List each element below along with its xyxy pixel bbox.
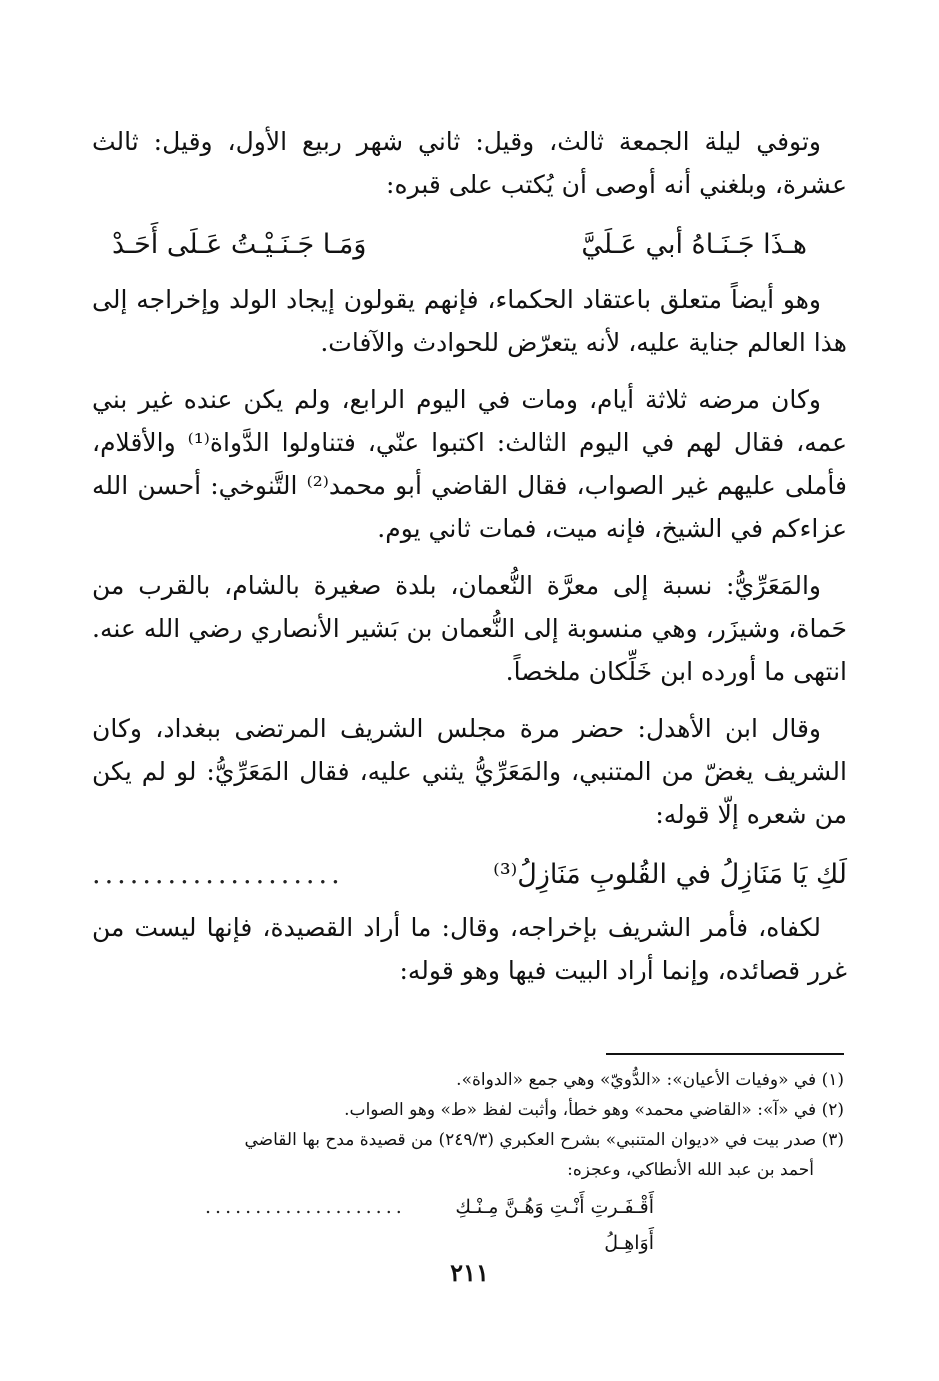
paragraph-illness: وكان مرضه ثلاثة أيام، ومات في اليوم الرابع، ولم يكن عنده غير بني عمه، فقال لهم في اليوم الثالث: اكتبوا عنّي، فتناولوا الدَّواة⁽¹⁾ والأقلام، فأملى عليهم غير الصواب، فقال القاضي أبو محمد⁽²⁾ التَّنوخي: أحسن الله عزاءكم في الشيخ، فإنه ميت، فمات ثاني يوم. — [92, 385, 848, 543]
page-number: ٢١١ — [450, 1258, 489, 1287]
footnote-verse — [95, 1189, 844, 1261]
footnote-2: (٢) في «آ»: «القاضي محمد» وهو خطأ، وأثبت لفظ «ط» وهو الصواب. — [344, 1100, 844, 1120]
verse-epitaph — [92, 220, 847, 270]
paragraph-death-date: وتوفي ليلة الجمعة ثالث، وقيل: ثاني شهر ربيع الأول، وقيل: ثالث عشرة، وبلغني أنه أوصى أن يُكتب على قبره: — [92, 127, 847, 199]
footnote-verse-text: أَقْـفَـرتِ أَنْـتِ وَهُـنَّ مِـنْـكِ أَوَاهِـلُ — [455, 1196, 654, 1254]
verse-first-hemistich: لَكِ يَا مَنَازِلُ في القُلوبِ مَنَازِلُ⁽³⁾ — [493, 859, 847, 890]
footnote-separator — [606, 1053, 844, 1055]
footnote-verse-ellipsis: .................... — [205, 1196, 406, 1218]
footnote-1: (١) في «وفيات الأعيان»: «الدُّويّ» وهي جمع «الدواة». — [456, 1070, 844, 1090]
footnote-3-line-1: (٣) صدر بيت في «ديوان المتنبي» بشرح العكبري (٢٤٩/٣) من قصيدة مدح بها القاضي — [244, 1130, 844, 1150]
footnote-3-line-2: أحمد بن عبد الله الأنطاكي، وعجزه: — [567, 1160, 814, 1180]
verse-ellipsis: .................... — [92, 859, 344, 890]
verse-first-hemistich: هـذَا جَـنَـاهُ أبي عَـلَيَّ — [581, 229, 807, 260]
paragraph-philosophy: وهو أيضاً متعلق باعتقاد الحكماء، فإنهم يقولون إيجاد الولد وإخراجه إلى هذا العالم جناية عليه، لأنه يتعرّض للحوادث والآفات. — [92, 285, 847, 357]
verse-mutanabbi — [92, 850, 847, 900]
paragraph-ibn-al-ahdal: وقال ابن الأهدل: حضر مرة مجلس الشريف المرتضى ببغداد، وكان الشريف يغضّ من المتنبي، والمَعَرِّيُّ يثني عليه، فقال المَعَرِّيُّ: لو لم يكن من شعره إلّا قوله: — [92, 714, 847, 829]
verse-second-hemistich: وَمَـا جَـنَـيْـتُ عَـلَى أَحَـدْ — [112, 229, 367, 260]
paragraph-nisba: والمَعَرِّيُّ: نسبة إلى معرَّة النُّعمان، بلدة صغيرة بالشام، بالقرب من حَماة، وشيزَر، وهي منسوبة إلى النُّعمان بن بَشير الأنصاري رضي الله عنه. انتهى ما أورده ابن خَلِّكان ملخصاً. — [92, 571, 847, 686]
footnotes — [95, 1065, 844, 1261]
main-text — [92, 120, 847, 1006]
footnote-3 — [95, 1125, 844, 1185]
paragraph-expulsion: لكفاه، فأمر الشريف بإخراجه، وقال: ما أراد القصيدة، فإنها ليست من غرر قصائده، وإنما أراد البيت فيها وهو قوله: — [92, 913, 847, 985]
